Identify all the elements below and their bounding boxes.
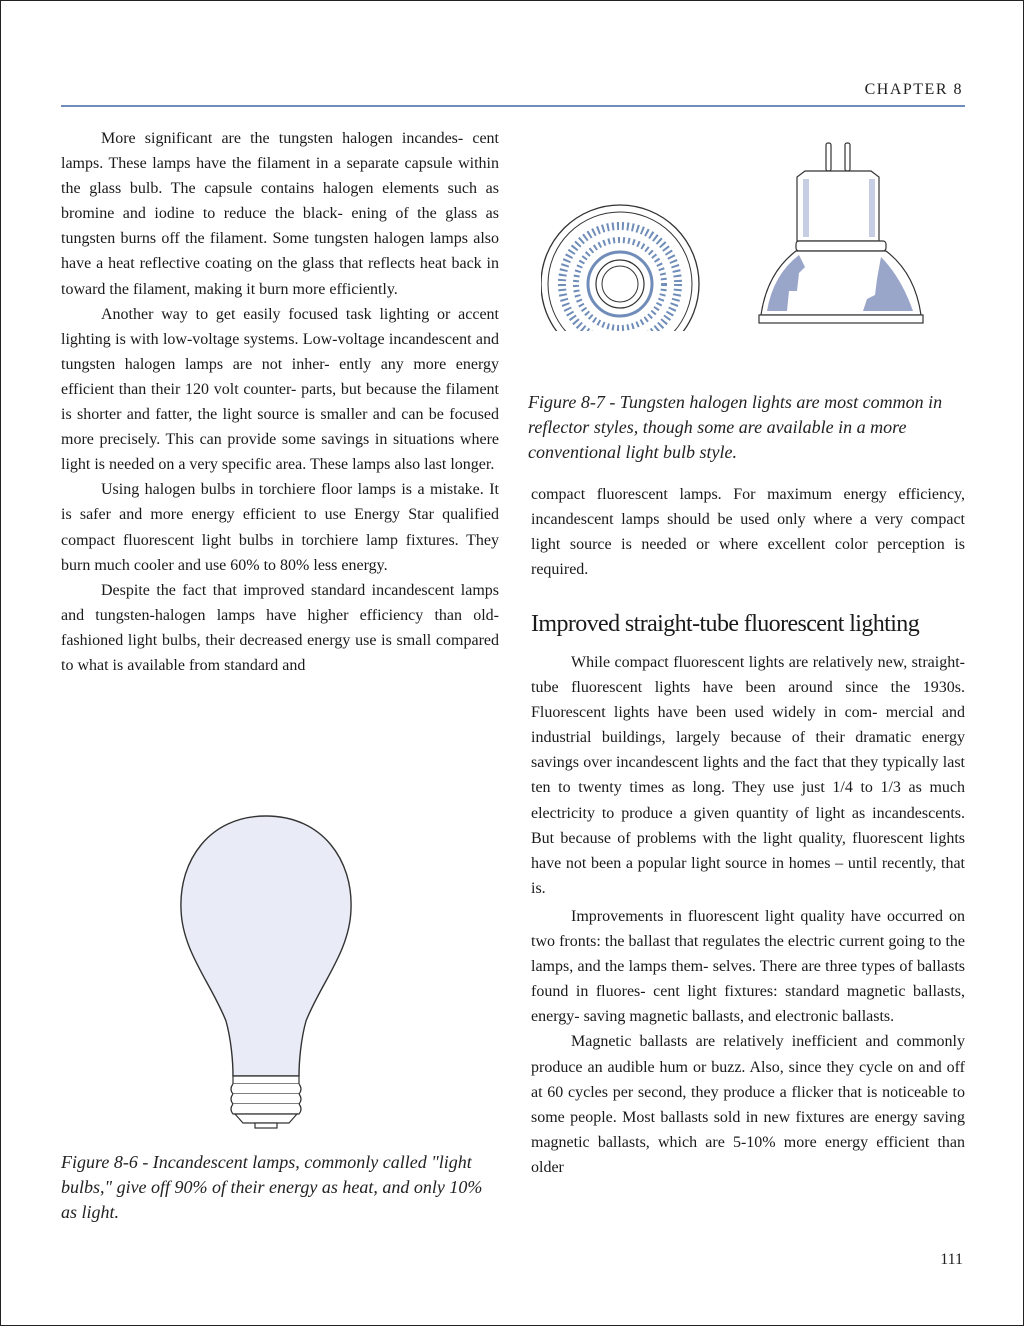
figure-caption: Figure 8-7 - Tungsten halogen lights are most common in reflector styles, though some are available in a more conventional light bulb style.: [528, 392, 943, 462]
paragraph: Another way to get easily focused task lighting or accent lighting is with low-voltage systems. Low-voltage incandescent and tungsten halogen lamps are not inher- ently any more energy efficient than their 120 volt counter- parts, but because the filament is shorter and fatter, the light source is smaller and can be focused more precisely. This can provide some savings in situations where light is needed on a very specific area. These lamps also last longer.: [61, 305, 499, 474]
chapter-heading: CHAPTER 8: [864, 81, 963, 98]
incandescent-bulb-icon: [171, 811, 361, 1131]
halogen-reflector-illustration: [541, 141, 961, 331]
left-column: [61, 126, 499, 678]
paragraph: While compact fluorescent lights are relatively new, straight-tube fluorescent lights have been around since the 1930s. Fluorescent lights have been used widely in com- mercial and industrial buildings, largely because of their dramatic energy savings over incandescent lights and the fact that they typically last ten to twenty times as long. They use just 1/4 to 1/3 as much electricity to produce a given quantity of light as incandescents. But because of problems with the light quality, fluorescent lights have not been a popular light source in homes – until recently, that is.: [531, 654, 965, 897]
paragraph: Magnetic ballasts are relatively inefficient and commonly produce an audible hum or buzz. Also, since they cycle on and off at 60 cycles per second, they produce a flicker that is noticeable to some people. Most ballasts sold in new fixtures are energy saving magnetic ballasts, which are 5-10% more energy efficient than older: [531, 1033, 965, 1176]
paragraph: compact fluorescent lamps. For maximum energy efficiency, incandescent lamps should be used only where a very compact light source is needed or where excellent color perception is required.: [531, 486, 965, 579]
paragraph: Improvements in fluorescent light quality have occurred on two fronts: the ballast that regulates the electric current going to the lamps, and the lamps them- selves. There are three types of ballasts found in fluores- cent light fixtures: standard magnetic ballasts, energy- saving magnetic ballasts, and electronic ballasts.: [531, 907, 965, 1026]
paragraph: Despite the fact that improved standard incandescent lamps and tungsten-halogen lamps have higher efficiency than old-fashioned light bulbs, their decreased energy use is small compared to what is available from standard and: [61, 581, 499, 674]
header-rule: [61, 105, 965, 107]
figure-caption: Figure 8-6 - Incandescent lamps, commonly called "light bulbs," give off 90% of their energy as heat, and only 10% as light.: [61, 1152, 483, 1222]
paragraph: Using halogen bulbs in torchiere floor lamps is a mistake. It is safer and more energy efficient to use Energy Star qualified compact fluorescent light bulbs in torchiere lamp fixtures. They burn much cooler and use 60% to 80% less energy.: [61, 481, 499, 574]
reflector-front-view-icon: [541, 205, 699, 331]
reflector-side-view-icon: [759, 143, 923, 323]
paragraph: More significant are the tungsten halogen incandes- cent lamps. These lamps have the filament in a separate capsule within the glass bulb. The capsule contains halogen elements such as bromine and iodine to reduce the black- ening of the glass as tungsten burns off the filament. Some tungsten halogen lamps also have a heat reflective coating on the glass that reflects heat back in toward the filament, making it burn more efficiently.: [61, 130, 499, 298]
right-column: [531, 650, 965, 1180]
section-heading: Improved straight-tube fluorescent lighting: [531, 611, 920, 637]
page-number: 111: [940, 1251, 963, 1268]
right-column-continuation: [531, 482, 965, 582]
